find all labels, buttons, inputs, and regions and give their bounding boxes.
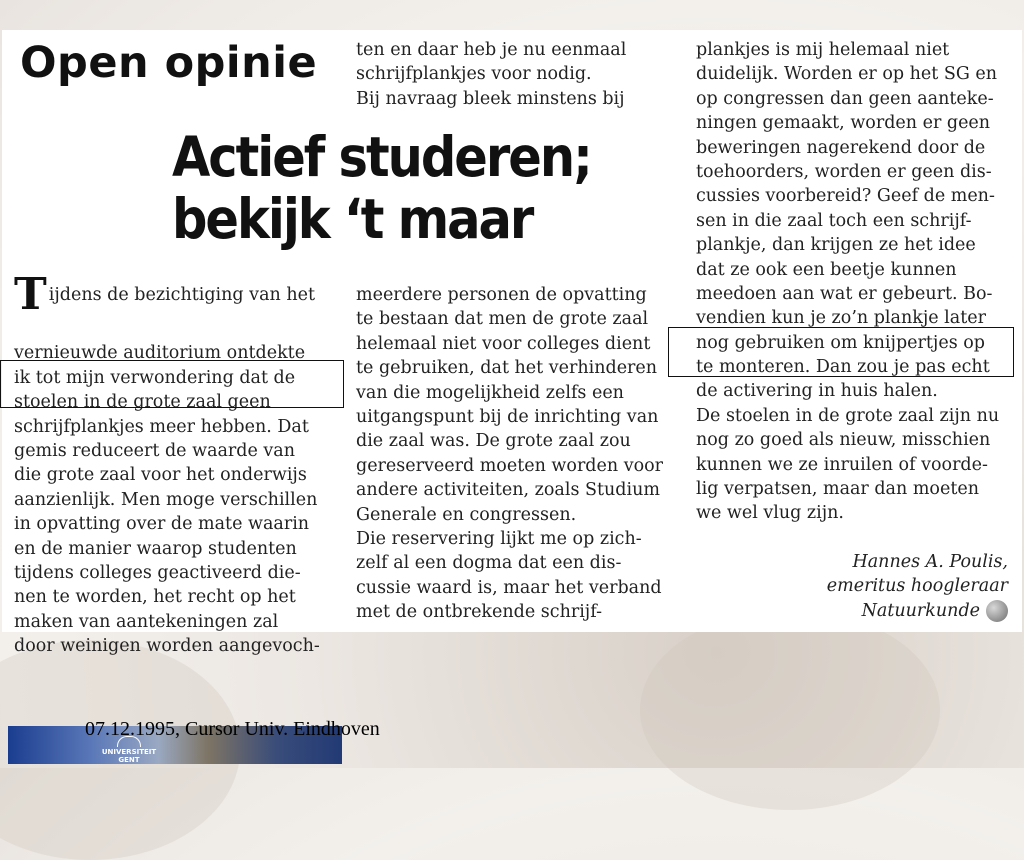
column-3-line: De stoelen in de grote zaal zijn nu bbox=[696, 405, 1000, 426]
column-3-line: kunnen we ze inruilen of voorde- bbox=[696, 454, 988, 475]
column-3-line: ningen gemaakt, worden er geen bbox=[696, 113, 991, 134]
end-dot-icon bbox=[986, 600, 1008, 622]
column-1-line: gemis reduceert de waarde van bbox=[14, 440, 296, 461]
column-2-top bbox=[356, 38, 626, 111]
headline bbox=[172, 126, 642, 250]
column-2-top-line: schrijfplankjes voor nodig. bbox=[356, 64, 592, 85]
column-1-line: tijdens colleges geactiveerd die- bbox=[14, 562, 301, 583]
headline-line-2: bekijk ‘t maar bbox=[172, 187, 533, 251]
column-3-line: sen in die zaal toch een schrijf- bbox=[696, 210, 972, 231]
column-3-line: beweringen nagerekend door de bbox=[696, 137, 986, 158]
column-2 bbox=[356, 283, 663, 624]
column-1-line: vernieuwde auditorium ontdekte bbox=[14, 343, 306, 364]
column-2-top-line: Bij navraag bleek minstens bij bbox=[356, 88, 625, 109]
column-1-line: ik tot mijn verwondering dat de bbox=[14, 367, 296, 388]
column-3-line: duidelijk. Worden er op het SG en bbox=[696, 64, 998, 85]
column-1-line: die grote zaal voor het onderwijs bbox=[14, 465, 307, 486]
background-shape-right bbox=[640, 610, 940, 810]
column-3-line: op congressen dan geen aanteke- bbox=[696, 88, 994, 109]
drop-cap: T bbox=[14, 269, 47, 320]
column-2-line: met de ontbrekende schrijf- bbox=[356, 602, 602, 623]
column-2-top-line: ten en daar heb je nu eenmaal bbox=[356, 40, 627, 60]
column-2-line: meerdere personen de opvatting bbox=[356, 285, 647, 305]
column-2-line: andere activiteiten, zoals Studium bbox=[356, 480, 660, 501]
column-3-line: plankje, dan krijgen ze het idee bbox=[696, 235, 976, 256]
author-title: emeritus hoogleraar bbox=[826, 576, 1008, 597]
column-3 bbox=[696, 38, 999, 526]
column-1 bbox=[14, 269, 320, 658]
column-3-line: dat ze ook een beetje kunnen bbox=[696, 259, 957, 280]
column-1-line: schrijfplankjes meer hebben. Dat bbox=[14, 416, 309, 437]
column-1-first-line: ijdens de bezichtiging van het bbox=[48, 285, 315, 305]
author-signature bbox=[827, 550, 1008, 623]
column-3-line: nog gebruiken om knijpertjes op bbox=[696, 332, 985, 353]
column-3-line: meedoen aan wat er gebeurt. Bo- bbox=[696, 283, 993, 304]
column-2-line: Die reservering lijkt me op zich- bbox=[356, 528, 642, 549]
column-1-line: aanzienlijk. Men moge verschillen bbox=[14, 489, 318, 510]
column-2-line: van die mogelijkheid zelfs een bbox=[356, 382, 624, 403]
column-2-line: zelf al een dogma dat een dis- bbox=[356, 553, 622, 574]
logo-line-1: UNIVERSITEIT bbox=[101, 748, 157, 756]
column-3-line: we wel vlug zijn. bbox=[696, 503, 844, 524]
column-1-line: in opvatting over de mate waarin bbox=[14, 514, 310, 535]
column-3-line: toehoorders, worden er geen dis- bbox=[696, 161, 992, 182]
column-2-line: helemaal niet voor colleges dient bbox=[356, 333, 651, 354]
column-3-line: nog zo goed als nieuw, misschien bbox=[696, 430, 991, 451]
section-label: Open opinie bbox=[20, 38, 318, 88]
column-2-line: gereserveerd moeten worden voor bbox=[356, 455, 664, 476]
author-department bbox=[827, 599, 1008, 623]
column-3-line: plankjes is mij helemaal niet bbox=[696, 40, 950, 60]
logo-line-2: GENT bbox=[118, 756, 140, 764]
column-2-line: te bestaan dat men de grote zaal bbox=[356, 309, 649, 330]
highlight-box-left bbox=[0, 360, 344, 408]
newspaper-clipping bbox=[2, 30, 1022, 657]
highlight-box-right bbox=[668, 327, 1014, 377]
column-2-line: Generale en congressen. bbox=[356, 504, 577, 525]
author-name: Hannes A. Poulis, bbox=[852, 552, 1008, 572]
column-2-line: te gebruiken, dat het verhinderen bbox=[356, 358, 658, 379]
column-2-line: die zaal was. De grote zaal zou bbox=[356, 431, 631, 452]
column-2-line: cussie waard is, maar het verband bbox=[356, 577, 662, 598]
column-1-line: en de manier waarop studenten bbox=[14, 538, 297, 559]
column-1-line: stoelen in de grote zaal geen bbox=[14, 392, 271, 413]
author-department-text: Natuurkunde bbox=[861, 600, 980, 621]
column-3-line: lig verpatsen, maar dan moeten bbox=[696, 479, 979, 500]
column-1-line: nen te worden, het recht op het bbox=[14, 587, 296, 608]
column-2-line: uitgangspunt bij de inrichting van bbox=[356, 406, 659, 427]
column-3-line: cussies voorbereid? Geef de men- bbox=[696, 186, 995, 207]
column-3-line: de activering in huis halen. bbox=[696, 381, 938, 402]
headline-line-1: Actief studeren; bbox=[172, 125, 591, 189]
source-caption: 07.12.1995, Cursor Univ. Eindhoven bbox=[85, 718, 380, 740]
column-1-line: maken van aantekeningen zal bbox=[14, 611, 279, 632]
column-3-line: te monteren. Dan zou je pas echt bbox=[696, 357, 990, 378]
column-1-line: door weinigen worden aangevoch- bbox=[14, 636, 320, 657]
column-3-line: vendien kun je zo’n plankje later bbox=[696, 308, 986, 329]
